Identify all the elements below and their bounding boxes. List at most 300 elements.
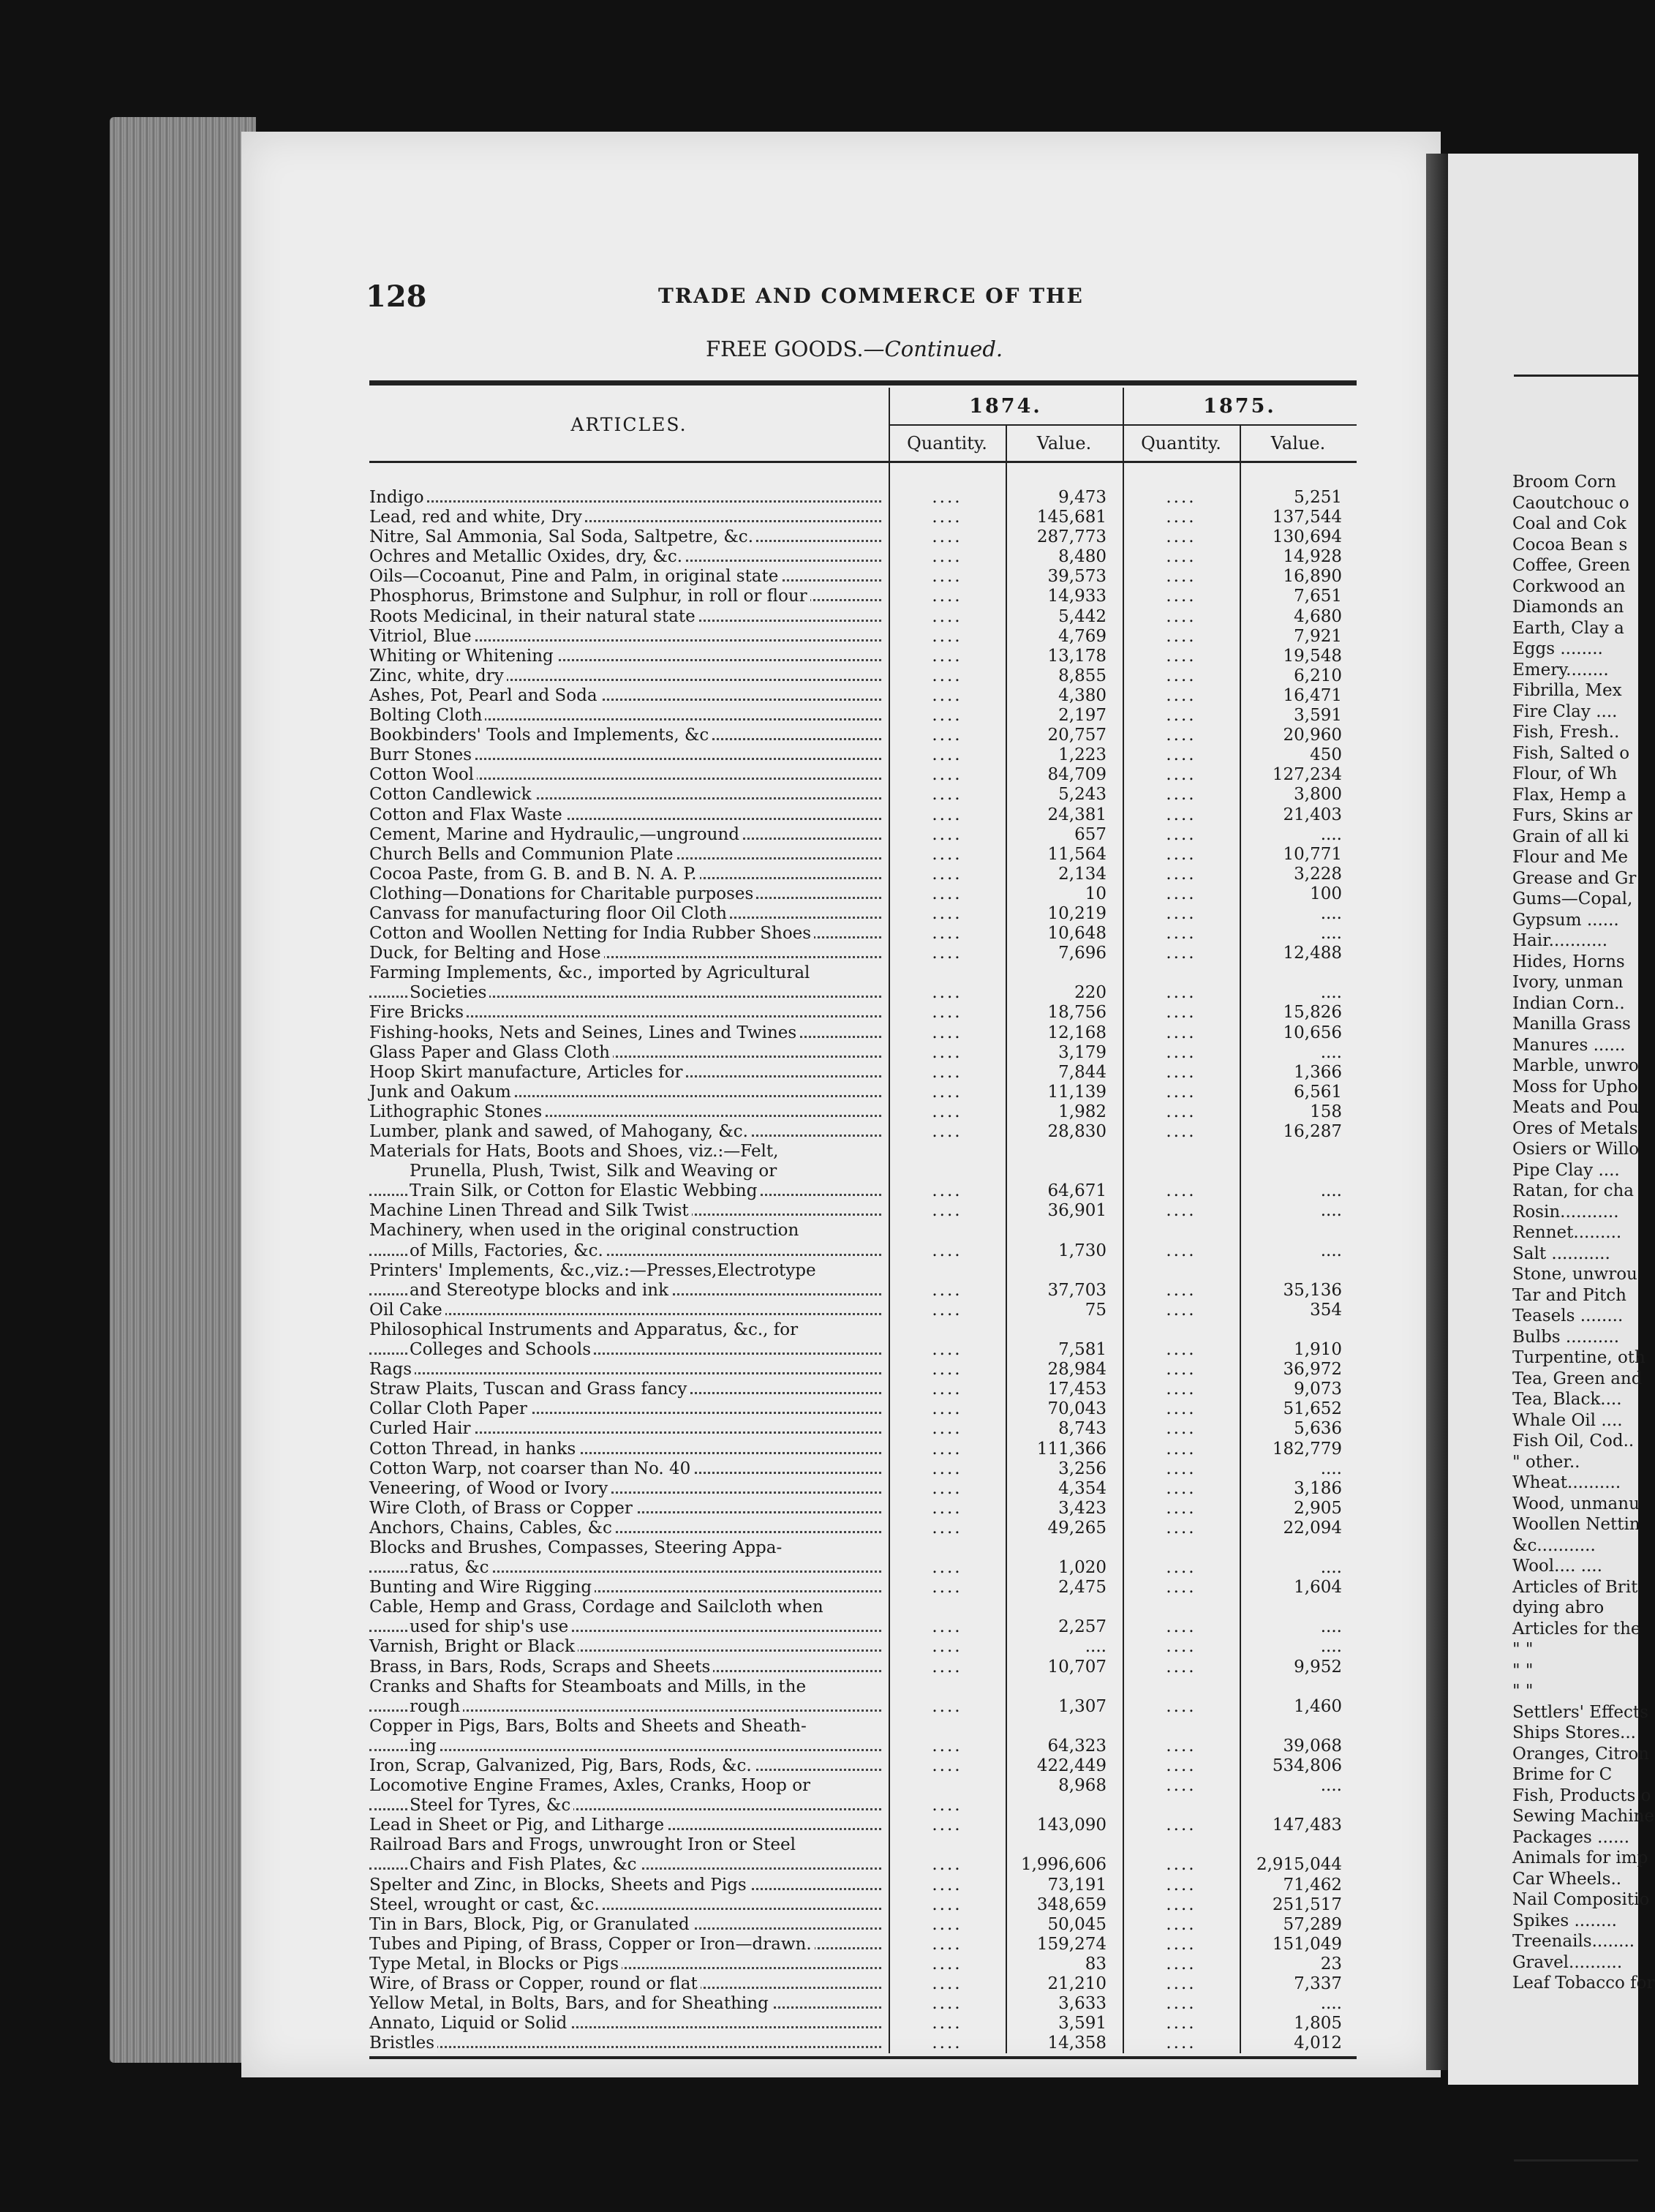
value-1875-cell: 21,403 [1283,805,1342,824]
article-cell [369,944,881,963]
article-label: Curled Hair [369,1419,474,1438]
table-row [369,1499,1357,1519]
quantity-1875-cell: .... [1166,488,1196,507]
value-1875-cell: .... [1320,1459,1342,1478]
quantity-1875-header: Quantity. [1141,433,1221,454]
value-1874-cell: 8,968 [1058,1776,1107,1796]
article-cell [369,2014,881,2034]
value-1875-cell: 3,186 [1294,1478,1342,1498]
article-label: Zinc, white, dry [369,666,507,685]
value-1875-cell: 127,234 [1272,765,1342,785]
facing-page-item: Hides, Horns [1512,952,1625,971]
table-row [369,963,1357,983]
article-cell [369,1122,881,1142]
header-col-rule [1240,424,1241,461]
table-bottom-rule [369,2056,1357,2059]
article-cell [369,1142,881,1162]
quantity-1875-cell: .... [1166,1696,1196,1716]
article-label: Wire Cloth, of Brass or Copper [369,1499,636,1518]
value-1875-cell: 3,591 [1294,706,1342,726]
quantity-1875-cell: .... [1166,1855,1196,1875]
facing-page-item: Settlers' Effects [1512,1702,1648,1722]
value-1875-cell: 4,680 [1294,606,1342,626]
table-row [369,527,1357,547]
value-1875-cell: 9,952 [1294,1657,1342,1677]
article-cell [369,1697,881,1717]
quantity-1875-cell: .... [1166,1657,1196,1677]
value-1875-cell: .... [1320,1776,1342,1796]
table-row [369,1380,1357,1399]
table-row [369,825,1357,845]
facing-page-item: Tea, Black.... [1512,1390,1622,1409]
quantity-1875-cell: .... [1166,547,1196,567]
value-1874-cell: 9,473 [1058,488,1107,507]
article-cell [369,1994,881,2014]
value-1875-cell: 22,094 [1283,1518,1342,1538]
article-cell [369,1419,881,1439]
article-cell [369,1043,881,1063]
quantity-1875-cell: .... [1166,1954,1196,1974]
article-cell [369,865,881,884]
quantity-1875-cell: .... [1166,527,1196,547]
table-row [369,587,1357,606]
article-cell [369,1816,881,1835]
value-1874-cell: 3,591 [1058,2014,1107,2034]
value-1875-cell: 5,636 [1294,1419,1342,1439]
article-label: Iron, Scrap, Galvanized, Pig, Bars, Rods, &c. [369,1756,755,1775]
article-label: Tin in Bars, Block, Pig, or Granulated [369,1915,693,1934]
quantity-1875-cell: .... [1166,1934,1196,1954]
article-cell [369,1162,881,1181]
article-cell [369,1340,881,1360]
value-1874-cell: 1,996,606 [1020,1855,1107,1875]
article-label: Wire, of Brass or Copper, round or flat [369,1974,701,1993]
quantity-1875-cell: .... [1166,864,1196,884]
quantity-1874-cell: .... [932,1895,962,1914]
article-label: Cotton and Flax Waste [369,805,565,824]
table-row [369,924,1357,944]
value-1875-cell: 1,805 [1294,2014,1342,2034]
facing-page-item: Wheat.......... [1512,1473,1621,1492]
table-row [369,666,1357,686]
table-row [369,1658,1357,1677]
table-row [369,607,1357,627]
article-cell [369,1737,881,1756]
article-cell [369,1677,881,1697]
value-1874-cell: 11,564 [1047,844,1107,864]
value-1874-cell: 1,223 [1058,745,1107,765]
value-1874-cell: 4,769 [1058,626,1107,646]
header-col-rule [889,388,890,461]
article-cell [369,1440,881,1459]
article-cell [369,924,881,944]
article-cell [369,1796,881,1816]
table-row [369,1816,1357,1835]
value-1875-cell: 7,921 [1294,626,1342,646]
article-label: Oil Cake [369,1301,445,1320]
facing-page-item: Flour and Me [1512,848,1629,867]
table-row [369,567,1357,587]
facing-page-item: Oranges, Citron [1512,1744,1649,1764]
quantity-1874-cell: .... [932,884,962,903]
quantity-1874-cell: .... [932,1796,962,1816]
value-1874-cell: 2,257 [1058,1617,1107,1637]
value-1874-cell: 3,633 [1058,1994,1107,2014]
article-cell [369,963,881,983]
quantity-1874-cell: .... [932,1934,962,1954]
quantity-1874-cell: .... [932,1498,962,1518]
value-1874-cell: 10,648 [1047,924,1107,944]
article-label: Lead in Sheet or Pig, and Litharge [369,1816,667,1835]
quantity-1874-cell: .... [932,508,962,527]
facing-page-item: Brime for C [1512,1765,1613,1784]
facing-page-item: Fire Clay .... [1512,701,1618,721]
quantity-1874-cell: .... [932,1518,962,1538]
value-1874-cell: 20,757 [1047,726,1107,745]
value-1874-cell: 3,423 [1058,1498,1107,1518]
quantity-1874-cell: .... [932,924,962,944]
value-1875-cell: 158 [1310,1102,1342,1121]
facing-page-item: Flax, Hemp a [1512,785,1626,805]
quantity-1875-cell: .... [1166,1478,1196,1498]
value-1874-cell: 159,274 [1036,1934,1107,1954]
table-row [369,1479,1357,1499]
facing-page-article-list [1512,472,1655,1994]
value-1875-cell: 51,652 [1283,1399,1342,1419]
quantity-1875-cell: .... [1166,824,1196,844]
article-cell [369,1399,881,1419]
facing-page-item: Caoutchouc o [1512,493,1629,513]
article-cell [369,1558,881,1578]
article-label: Church Bells and Communion Plate [369,845,676,864]
facing-page-item: Fibrilla, Mex [1512,681,1622,700]
table-row [369,1737,1357,1756]
article-label: Bookbinders' Tools and Implements, &c [369,726,712,745]
value-1874-cell: 145,681 [1036,508,1107,527]
quantity-1874-cell: .... [932,824,962,844]
table-row [369,1181,1357,1201]
value-1874-cell: 422,449 [1036,1756,1107,1775]
quantity-1875-cell: .... [1166,924,1196,944]
value-1875-cell: .... [1320,1617,1342,1637]
value-1874-cell: 50,045 [1047,1914,1107,1934]
quantity-1875-cell: .... [1166,1082,1196,1102]
facing-page-item: Marble, unwro [1512,1056,1639,1075]
article-label: Duck, for Belting and Hose [369,944,604,963]
article-cell [369,983,881,1003]
quantity-1875-cell: .... [1166,1340,1196,1360]
value-1875-cell: 4,012 [1294,2034,1342,2053]
quantity-1874-cell: .... [932,547,962,567]
table-row [369,1558,1357,1578]
value-1875-cell: 36,972 [1283,1360,1342,1380]
article-cell [369,1895,881,1915]
table-row [369,1855,1357,1875]
value-1875-cell: .... [1320,824,1342,844]
value-1874-cell: 36,901 [1047,1201,1107,1221]
article-label: Cocoa Paste, from G. B. and B. N. A. P. [369,865,700,884]
facing-page-item: Grease and Gr [1512,868,1637,888]
facing-page-item: Woollen Nettin [1512,1515,1640,1534]
facing-page-item: Bulbs .......... [1512,1327,1620,1347]
quantity-1874-cell: .... [932,944,962,963]
quantity-1875-cell: .... [1166,884,1196,903]
quantity-1875-cell: .... [1166,1439,1196,1459]
value-1874-cell: 28,984 [1047,1360,1107,1380]
article-cell [369,1538,881,1558]
quantity-1875-cell: .... [1166,745,1196,765]
value-1874-cell: 64,671 [1047,1181,1107,1201]
table-row [369,1776,1357,1796]
quantity-1875-cell: .... [1166,944,1196,963]
quantity-1875-cell: .... [1166,1558,1196,1578]
article-label: Cotton Warp, not coarser than No. 40 [369,1459,693,1478]
value-1874-cell: 348,659 [1036,1895,1107,1914]
running-head: TRADE AND COMMERCE OF THE [658,284,1084,308]
article-cell [369,686,881,706]
table-row [369,627,1357,647]
facing-page-item: Nail Compositio [1512,1890,1650,1909]
table-row [369,1221,1357,1241]
table-row [369,1756,1357,1776]
value-1875-cell: 7,651 [1294,587,1342,606]
table-row [369,1162,1357,1181]
article-label: Varnish, Bright or Black [369,1637,578,1656]
facing-page-item: Sewing Machine [1512,1807,1654,1826]
value-1875-cell: .... [1320,1994,1342,2014]
quantity-1875-cell: .... [1166,1875,1196,1895]
quantity-1874-cell: .... [932,726,962,745]
year-1874-header: 1874. [969,395,1042,418]
table-row [369,647,1357,666]
facing-page-item: dying abro [1512,1598,1605,1617]
articles-header: ARTICLES. [570,414,687,435]
article-cell [369,805,881,825]
value-1874-cell: 220 [1074,983,1107,1003]
value-1875-cell: 137,544 [1272,508,1342,527]
value-1875-cell: 6,561 [1294,1082,1342,1102]
article-cell [369,1637,881,1657]
quantity-1874-cell: .... [932,2034,962,2053]
article-cell [369,647,881,666]
article-cell [369,1717,881,1737]
quantity-1874-cell: .... [932,1994,962,2014]
quantity-1874-cell: .... [932,1696,962,1716]
article-cell [369,1617,881,1637]
quantity-1874-cell: .... [932,685,962,705]
article-label: Machine Linen Thread and Silk Twist [369,1201,692,1220]
article-cell [369,1301,881,1320]
quantity-1874-cell: .... [932,903,962,923]
value-1874-cell: .... [1085,1637,1107,1657]
article-label: Clothing—Donations for Charitable purposes [369,884,756,903]
quantity-1875-cell: .... [1166,567,1196,587]
article-label: Whiting or Whitening [369,647,557,666]
year-1875-header: 1875. [1203,395,1276,418]
value-1875-cell: 15,826 [1283,1003,1342,1023]
table-row [369,745,1357,765]
facing-page-item: Articles of Brit [1512,1577,1638,1597]
quantity-1874-cell: .... [932,527,962,547]
value-1874-cell: 8,855 [1058,666,1107,685]
quantity-1875-cell: .... [1166,1122,1196,1141]
quantity-1874-cell: .... [932,864,962,884]
article-label: of Mills, Factories, &c. [410,1241,606,1260]
facing-page-item: Hair........... [1512,931,1608,950]
quantity-1875-cell: .... [1166,1380,1196,1399]
facing-page-item: Manures ...... [1512,1035,1626,1055]
quantity-1874-cell: .... [932,1003,962,1023]
facing-page-item: Rosin........... [1512,1202,1619,1222]
article-label: Cable, Hemp and Grass, Cordage and Sailcloth when [369,1598,826,1617]
article-label: Anchors, Chains, Cables, &c [369,1519,615,1538]
table-row [369,904,1357,924]
value-1874-cell: 10 [1085,884,1107,903]
value-1875-cell: 57,289 [1283,1914,1342,1934]
quantity-1875-cell: .... [1166,1201,1196,1221]
quantity-1875-cell: .... [1166,1102,1196,1121]
article-label: Indigo [369,488,427,507]
value-1874-cell: 17,453 [1047,1380,1107,1399]
value-1875-cell: 23 [1320,1954,1342,1974]
facing-page-item: Diamonds an [1512,598,1624,617]
article-label: ratus, &c [410,1558,492,1577]
table-row [369,845,1357,865]
value-1874-cell: 1,307 [1058,1696,1107,1716]
value-1874-cell: 4,354 [1058,1478,1107,1498]
article-label: Phosphorus, Brimstone and Sulphur, in roll or flour [369,587,810,606]
quantity-1875-cell: .... [1166,1181,1196,1201]
value-1874-cell: 7,581 [1058,1340,1107,1360]
article-label: Philosophical Instruments and Apparatus, &c., for [369,1320,801,1339]
quantity-1875-cell: .... [1166,805,1196,824]
facing-page-item: Ships Stores... [1512,1723,1636,1742]
value-1875-cell: 100 [1310,884,1342,903]
table-row [369,508,1357,527]
article-cell [369,488,881,508]
facing-page-item: Earth, Clay a [1512,618,1624,638]
value-1874-header: Value. [1036,433,1092,454]
quantity-1874-cell: .... [932,805,962,824]
table-row [369,1617,1357,1637]
quantity-1874-cell: .... [932,1617,962,1637]
article-label: Farming Implements, &c., imported by Agricultural [369,963,813,982]
article-cell [369,1499,881,1519]
article-cell [369,845,881,865]
facing-page-item: Coal and Cok [1512,514,1626,533]
table-row [369,1915,1357,1935]
value-1874-cell: 3,256 [1058,1459,1107,1478]
value-1874-cell: 49,265 [1047,1518,1107,1538]
table-row [369,944,1357,963]
value-1874-cell: 10,219 [1047,903,1107,923]
table-row [369,726,1357,745]
article-cell [369,1974,881,1994]
table-row [369,1974,1357,1994]
section-title-suffix: —Continued. [863,336,1003,361]
quantity-1874-cell: .... [932,1914,962,1934]
quantity-1875-cell: .... [1166,1895,1196,1914]
quantity-1874-cell: .... [932,1954,962,1974]
article-cell [369,1915,881,1935]
quantity-1875-cell: .... [1166,1974,1196,1994]
facing-page-item: Tea, Green and [1512,1369,1643,1388]
table-row [369,1677,1357,1697]
quantity-1874-cell: .... [932,1558,962,1578]
article-cell [369,1519,881,1538]
article-label: Blocks and Brushes, Compasses, Steering Appa- [369,1538,785,1557]
quantity-1874-cell: .... [932,1181,962,1201]
quantity-1875-cell: .... [1166,1776,1196,1796]
article-cell [369,666,881,686]
article-label: Cement, Marine and Hydraulic,—unground [369,825,742,844]
value-1875-cell: 71,462 [1283,1875,1342,1895]
facing-page-item: Corkwood an [1512,576,1626,596]
article-cell [369,1023,881,1043]
value-1874-cell: 83 [1085,1954,1107,1974]
value-1875-cell: 1,910 [1294,1340,1342,1360]
value-1875-cell: 10,771 [1283,844,1342,864]
article-cell [369,607,881,627]
value-1874-cell: 28,830 [1047,1122,1107,1141]
value-1875-cell: 450 [1310,745,1342,765]
table-row [369,1955,1357,1974]
value-1874-cell: 5,243 [1058,785,1107,805]
header-col-rule [1123,388,1124,461]
facing-page-item: Gypsum ...... [1512,910,1619,930]
page-number: 128 [366,279,427,314]
quantity-1875-cell: .... [1166,785,1196,805]
value-1875-cell: 20,960 [1283,726,1342,745]
value-1875-cell: 1,604 [1294,1578,1342,1598]
value-1874-cell: 64,323 [1047,1736,1107,1756]
value-1875-cell: 1,460 [1294,1696,1342,1716]
quantity-1874-cell: .... [932,666,962,685]
quantity-1875-cell: .... [1166,2034,1196,2053]
value-1874-cell: 14,933 [1047,587,1107,606]
facing-page-item: Furs, Skins ar [1512,806,1632,825]
quantity-1874-cell: .... [932,2014,962,2034]
article-cell [369,726,881,745]
value-1875-cell: 6,210 [1294,666,1342,685]
article-label: Printers' Implements, &c.,viz.:—Presses,Electrotype [369,1261,819,1280]
table-row [369,785,1357,805]
article-cell [369,1201,881,1221]
table-row [369,1023,1357,1043]
article-label: Lead, red and white, Dry [369,508,585,527]
book-gutter [1426,154,1448,2070]
facing-page-top-rule [1514,375,1638,377]
article-cell [369,1935,881,1955]
facing-page-item: Treenails........ [1512,1932,1635,1951]
quantity-1875-cell: .... [1166,1914,1196,1934]
quantity-1875-cell: .... [1166,1736,1196,1756]
quantity-1875-cell: .... [1166,1617,1196,1637]
article-cell [369,1360,881,1380]
value-1874-cell: 21,210 [1047,1974,1107,1994]
value-1875-cell: .... [1320,1042,1342,1062]
value-1874-cell: 84,709 [1047,765,1107,785]
table-body [369,488,1357,2053]
article-cell [369,1756,881,1776]
value-1875-cell: 10,656 [1283,1023,1342,1042]
quantity-1875-cell: .... [1166,1280,1196,1300]
quantity-1875-cell: .... [1166,726,1196,745]
article-label: Copper in Pigs, Bars, Bolts and Sheets and Sheath- [369,1717,810,1736]
quantity-1874-cell: .... [932,1736,962,1756]
facing-page-item: Gums—Copal, [1512,889,1633,908]
article-label: Yellow Metal, in Bolts, Bars, and for Sheathing [369,1994,772,2013]
